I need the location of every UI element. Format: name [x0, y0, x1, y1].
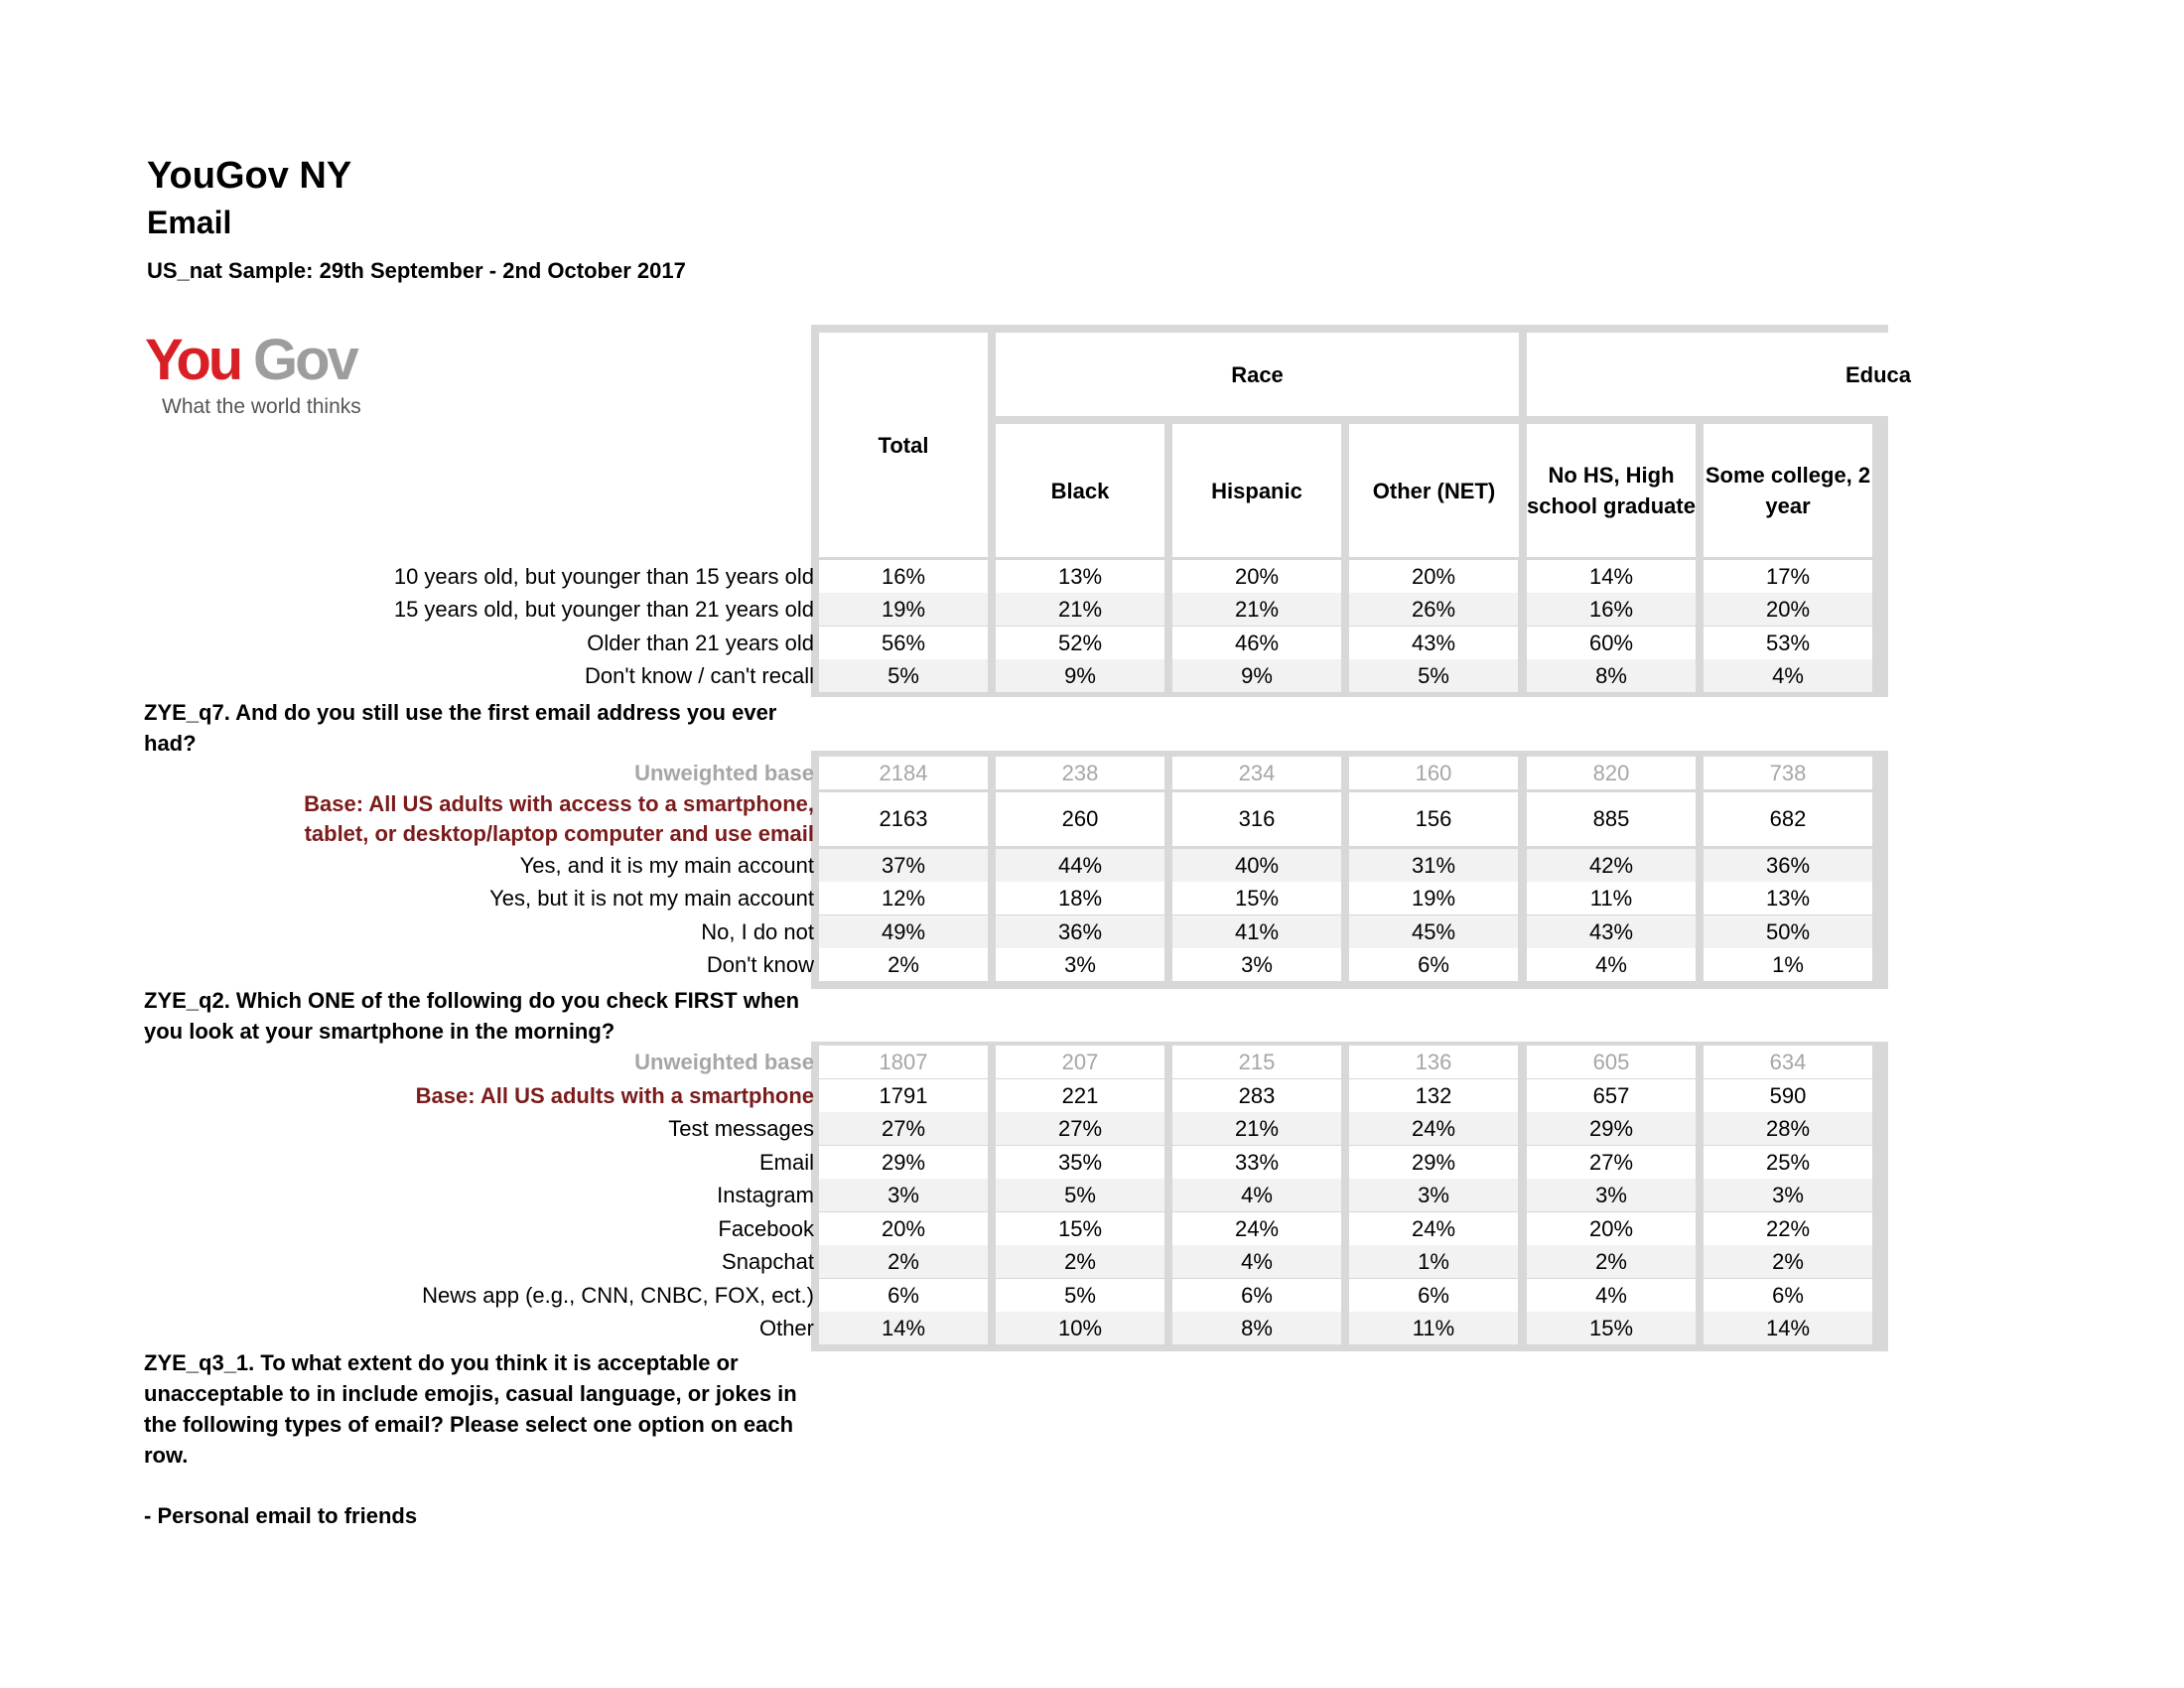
cell-black: 35%: [996, 1146, 1164, 1179]
table-row: [811, 1279, 1888, 1312]
cell-some-college: 590: [1704, 1079, 1872, 1112]
cell-total: 2%: [819, 1245, 988, 1278]
cell-no-hs: 605: [1527, 1046, 1696, 1078]
cell-no-hs: 8%: [1527, 659, 1696, 692]
row-label: Older than 21 years old: [587, 631, 814, 655]
row-label: No, I do not: [701, 919, 814, 944]
cell-other-net: 5%: [1349, 659, 1518, 692]
cell-other-net: 136: [1349, 1046, 1518, 1078]
cell-other-net: 160: [1349, 757, 1518, 789]
cell-hispanic: 8%: [1172, 1312, 1341, 1344]
cell-hispanic: 9%: [1172, 659, 1341, 692]
cell-total: 2163: [819, 792, 988, 846]
cell-some-college: 25%: [1704, 1146, 1872, 1179]
cell-no-hs: 15%: [1527, 1312, 1696, 1344]
row-label: Don't know / can't recall: [585, 663, 814, 688]
table-row: [811, 1212, 1888, 1245]
report-subtitle: Email: [147, 205, 232, 240]
cell-total: 5%: [819, 659, 988, 692]
column-group-race: Race: [996, 333, 1519, 416]
cell-black: 44%: [996, 849, 1164, 882]
cell-hispanic: 3%: [1172, 948, 1341, 981]
cell-other-net: 19%: [1349, 882, 1518, 914]
cell-hispanic: 24%: [1172, 1212, 1341, 1245]
cell-total: 2184: [819, 757, 988, 789]
table-row: [811, 849, 1888, 882]
cell-some-college: 20%: [1704, 593, 1872, 626]
cell-black: 5%: [996, 1179, 1164, 1211]
base-label: Base: All US adults with a smartphone: [415, 1083, 814, 1108]
question-text: ZYE_q7. And do you still use the first email address you ever had?: [144, 700, 777, 756]
cell-other-net: 20%: [1349, 560, 1518, 593]
column-header-no-hs: No HS, High school graduate: [1527, 424, 1696, 557]
cell-no-hs: 3%: [1527, 1179, 1696, 1211]
column-header-black: Black: [996, 424, 1164, 557]
report-title: YouGov NY: [147, 155, 352, 197]
table-row: [811, 1312, 1888, 1344]
table-row: [811, 1079, 1888, 1112]
table-row: [811, 1245, 1888, 1278]
unweighted-base-label: Unweighted base: [634, 1050, 814, 1074]
base-label: Base: All US adults with access to a smartphone, tablet, or desktop/laptop computer and use email: [304, 791, 814, 846]
cell-some-college: 4%: [1704, 659, 1872, 692]
cell-other-net: 11%: [1349, 1312, 1518, 1344]
cell-no-hs: 42%: [1527, 849, 1696, 882]
cell-some-college: 36%: [1704, 849, 1872, 882]
table-row: [811, 882, 1888, 914]
cell-hispanic: 21%: [1172, 593, 1341, 626]
question-text: ZYE_q2. Which ONE of the following do you check FIRST when you look at your smartphone in the morning?: [144, 988, 800, 1044]
cell-hispanic: 21%: [1172, 1112, 1341, 1145]
cell-some-college: 14%: [1704, 1312, 1872, 1344]
cell-some-college: 3%: [1704, 1179, 1872, 1211]
row-label: Yes, and it is my main account: [519, 853, 814, 878]
table-row: [811, 1146, 1888, 1179]
sample-info: US_nat Sample: 29th September - 2nd October 2017: [147, 258, 686, 283]
cell-total: 20%: [819, 1212, 988, 1245]
cell-other-net: 26%: [1349, 593, 1518, 626]
cell-some-college: 634: [1704, 1046, 1872, 1078]
cell-hispanic: 215: [1172, 1046, 1341, 1078]
table-header: [811, 325, 1912, 557]
cell-total: 49%: [819, 915, 988, 948]
row-label: 15 years old, but younger than 21 years old: [393, 597, 814, 622]
cell-some-college: 22%: [1704, 1212, 1872, 1245]
cell-black: 9%: [996, 659, 1164, 692]
cell-total: 37%: [819, 849, 988, 882]
cell-no-hs: 16%: [1527, 593, 1696, 626]
cell-other-net: 24%: [1349, 1212, 1518, 1245]
table-row: [811, 915, 1888, 948]
cell-total: 12%: [819, 882, 988, 914]
row-label: Snapchat: [722, 1249, 814, 1274]
cell-hispanic: 234: [1172, 757, 1341, 789]
cell-black: 221: [996, 1079, 1164, 1112]
column-header-total: Total: [819, 333, 988, 557]
cell-no-hs: 43%: [1527, 915, 1696, 948]
cell-some-college: 17%: [1704, 560, 1872, 593]
cell-some-college: 28%: [1704, 1112, 1872, 1145]
cell-total: 3%: [819, 1179, 988, 1211]
cell-hispanic: 33%: [1172, 1146, 1341, 1179]
cell-some-college: 53%: [1704, 627, 1872, 659]
column-group-education: Educa: [1527, 333, 1924, 416]
cell-black: 5%: [996, 1279, 1164, 1312]
cell-other-net: 6%: [1349, 948, 1518, 981]
cell-other-net: 24%: [1349, 1112, 1518, 1145]
cell-no-hs: 20%: [1527, 1212, 1696, 1245]
row-label: Email: [758, 1150, 814, 1175]
cell-other-net: 1%: [1349, 1245, 1518, 1278]
cell-black: 15%: [996, 1212, 1164, 1245]
question-text: ZYE_q3_1. To what extent do you think it is acceptable or unacceptable to in include emojis, casual language, or jokes in the following types of email? Please select one option on each row.: [144, 1350, 797, 1468]
cell-hispanic: 20%: [1172, 560, 1341, 593]
cell-hispanic: 4%: [1172, 1179, 1341, 1211]
cell-no-hs: 2%: [1527, 1245, 1696, 1278]
cell-hispanic: 4%: [1172, 1245, 1341, 1278]
cell-no-hs: 4%: [1527, 1279, 1696, 1312]
cell-no-hs: 27%: [1527, 1146, 1696, 1179]
cell-total: 1807: [819, 1046, 988, 1078]
table-row: [811, 627, 1888, 659]
table-row: [811, 757, 1888, 789]
logo-you: You: [145, 328, 241, 392]
column-header-some-college: Some college, 2 year: [1704, 424, 1872, 557]
cell-hispanic: 41%: [1172, 915, 1341, 948]
cell-other-net: 6%: [1349, 1279, 1518, 1312]
cell-some-college: 682: [1704, 792, 1872, 846]
cell-black: 238: [996, 757, 1164, 789]
table-row: [811, 593, 1888, 626]
cell-total: 19%: [819, 593, 988, 626]
row-label: Test messages: [668, 1116, 814, 1141]
cell-no-hs: 11%: [1527, 882, 1696, 914]
cell-black: 18%: [996, 882, 1164, 914]
cell-no-hs: 14%: [1527, 560, 1696, 593]
cell-total: 27%: [819, 1112, 988, 1145]
cell-black: 2%: [996, 1245, 1164, 1278]
cell-hispanic: 316: [1172, 792, 1341, 846]
cell-black: 13%: [996, 560, 1164, 593]
cell-other-net: 31%: [1349, 849, 1518, 882]
column-header-other-net: Other (NET): [1349, 424, 1519, 557]
yougov-logo: [145, 328, 383, 421]
question-subitem: - Personal email to friends: [144, 1503, 418, 1528]
cell-total: 6%: [819, 1279, 988, 1312]
table-row: [811, 1112, 1888, 1145]
table-row: [811, 560, 1888, 593]
cell-black: 21%: [996, 593, 1164, 626]
row-label: 10 years old, but younger than 15 years old: [393, 564, 814, 589]
row-label: Don't know: [706, 952, 814, 977]
unweighted-base-label: Unweighted base: [634, 761, 814, 785]
cell-no-hs: 60%: [1527, 627, 1696, 659]
cell-total: 29%: [819, 1146, 988, 1179]
cell-other-net: 43%: [1349, 627, 1518, 659]
cell-hispanic: 6%: [1172, 1279, 1341, 1312]
cell-total: 16%: [819, 560, 988, 593]
row-label: Instagram: [717, 1183, 814, 1207]
cell-other-net: 29%: [1349, 1146, 1518, 1179]
cell-black: 3%: [996, 948, 1164, 981]
cell-some-college: 1%: [1704, 948, 1872, 981]
cell-total: 14%: [819, 1312, 988, 1344]
cell-hispanic: 15%: [1172, 882, 1341, 914]
cell-hispanic: 46%: [1172, 627, 1341, 659]
cell-black: 36%: [996, 915, 1164, 948]
table-row: [811, 659, 1888, 692]
cell-black: 10%: [996, 1312, 1164, 1344]
cell-other-net: 3%: [1349, 1179, 1518, 1211]
cell-black: 52%: [996, 627, 1164, 659]
row-label: Facebook: [718, 1216, 814, 1241]
cell-total: 1791: [819, 1079, 988, 1112]
cell-no-hs: 657: [1527, 1079, 1696, 1112]
row-label: News app (e.g., CNN, CNBC, FOX, ect.): [422, 1283, 814, 1308]
cell-other-net: 45%: [1349, 915, 1518, 948]
cell-total: 2%: [819, 948, 988, 981]
cell-total: 56%: [819, 627, 988, 659]
cell-hispanic: 283: [1172, 1079, 1341, 1112]
column-header-hispanic: Hispanic: [1172, 424, 1341, 557]
row-label: Other: [758, 1316, 814, 1340]
cell-black: 27%: [996, 1112, 1164, 1145]
cell-no-hs: 4%: [1527, 948, 1696, 981]
cell-some-college: 738: [1704, 757, 1872, 789]
table-row: [811, 1046, 1888, 1078]
logo-tagline: What the world thinks: [162, 395, 361, 418]
cell-other-net: 156: [1349, 792, 1518, 846]
cell-some-college: 6%: [1704, 1279, 1872, 1312]
cell-other-net: 132: [1349, 1079, 1518, 1112]
cell-black: 207: [996, 1046, 1164, 1078]
table-row: [811, 792, 1888, 846]
cell-black: 260: [996, 792, 1164, 846]
cell-hispanic: 40%: [1172, 849, 1341, 882]
cell-some-college: 2%: [1704, 1245, 1872, 1278]
cell-no-hs: 885: [1527, 792, 1696, 846]
table-row: [811, 948, 1888, 981]
cell-some-college: 13%: [1704, 882, 1872, 914]
cell-some-college: 50%: [1704, 915, 1872, 948]
cell-no-hs: 29%: [1527, 1112, 1696, 1145]
row-label: Yes, but it is not my main account: [489, 886, 814, 911]
cell-no-hs: 820: [1527, 757, 1696, 789]
table-row: [811, 1179, 1888, 1211]
logo-gov: Gov: [253, 328, 356, 392]
